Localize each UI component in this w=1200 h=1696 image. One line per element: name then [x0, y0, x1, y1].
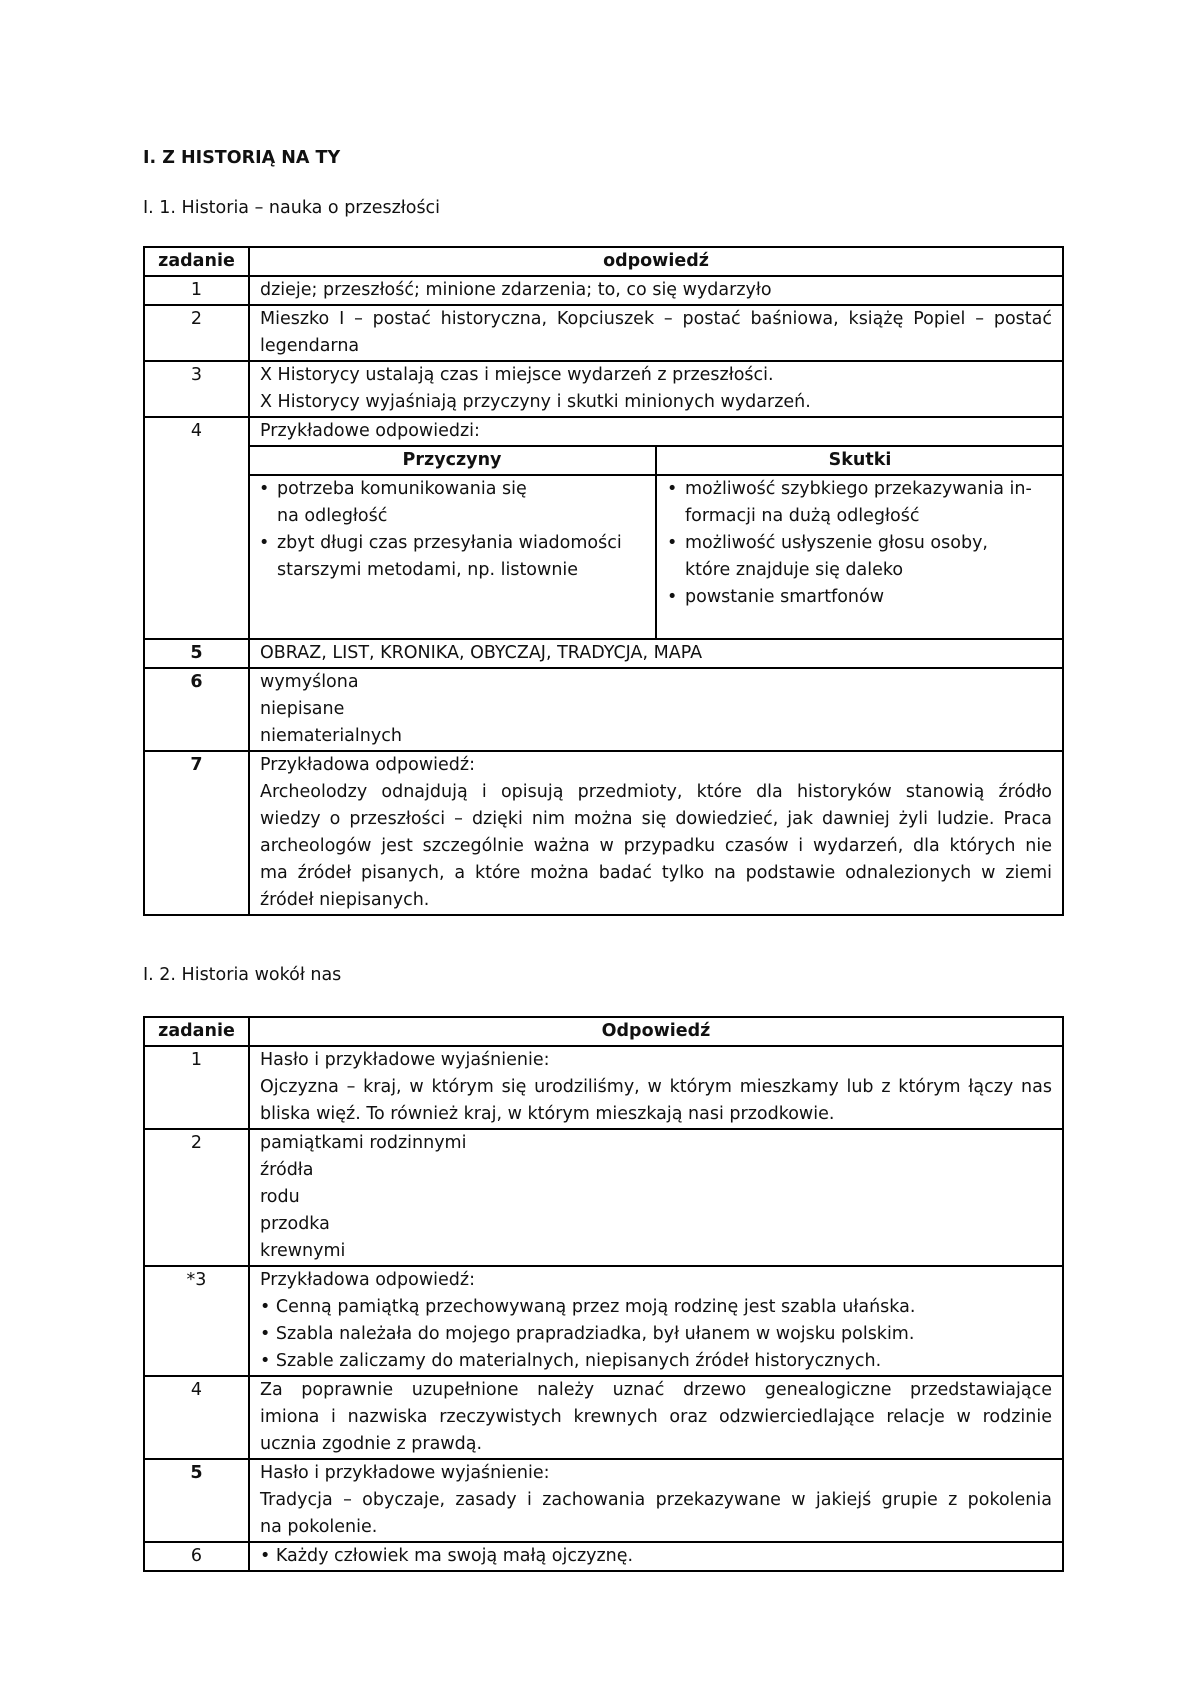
- answer-line: niematerialnych: [260, 726, 402, 746]
- answer-line: Tradycja – obyczaje, zasady i zachowania przekazywane w jakiejś grupie z pokolenia: [260, 1490, 1052, 1510]
- effect-item-cont: formacji na dużą odległość: [685, 506, 920, 526]
- table-row: [144, 668, 1063, 751]
- answers-table-1: [143, 246, 1064, 916]
- answer-line: Hasło i przykładowe wyjaśnienie:: [260, 1050, 550, 1070]
- effect-item: • możliwość usłyszenie głosu osoby,: [667, 530, 1053, 557]
- task-number: 2: [144, 305, 249, 361]
- answer-line: Hasło i przykładowe wyjaśnienie:: [260, 1463, 550, 1483]
- task-number: 6: [144, 1542, 249, 1571]
- header-answer: Odpowiedź: [249, 1017, 1063, 1046]
- answer-cell: [249, 639, 1063, 668]
- answer-cell: [249, 1046, 1063, 1129]
- task-number: 4: [144, 417, 249, 639]
- table-row: [144, 1459, 1063, 1542]
- answer-line: • Cenną pamiątką przechowywaną przez moją rodzinę jest szabla ułańska.: [260, 1297, 916, 1317]
- answers-table-2: [143, 1016, 1064, 1572]
- answer-cell: [249, 276, 1063, 305]
- effect-item: • powstanie smartfonów: [667, 584, 1053, 611]
- answer-line: legendarna: [260, 336, 360, 356]
- answer-line: ma źródeł pisanych, a które można badać tylko na podstawie odnalezionych w ziemi: [260, 863, 1052, 883]
- task-number: 7: [144, 751, 249, 915]
- task-number: 6: [144, 668, 249, 751]
- answer-line: Archeolodzy odnajdują i opisują przedmioty, które dla historyków stanowią źródło: [260, 782, 1052, 802]
- task-number: 2: [144, 1129, 249, 1266]
- cause-item: • potrzeba komunikowania się: [259, 476, 645, 503]
- causes-effects-table: [249, 445, 1063, 638]
- cause-item-cont: na odległość: [277, 506, 388, 526]
- answer-line: archeologów jest szczególnie ważna w przypadku czasów i wydarzeń, dla których nie: [260, 836, 1052, 856]
- answer-line: dzieje; przeszłość; minione zdarzenia; to, co się wydarzyło: [260, 280, 772, 300]
- effect-item-cont: które znajduje się daleko: [685, 560, 904, 580]
- section-title-2: I. 2. Historia wokół nas: [143, 965, 342, 985]
- task-number: 4: [144, 1376, 249, 1459]
- table-row: [144, 1542, 1063, 1571]
- table-row: [144, 1376, 1063, 1459]
- causes-list: [249, 475, 656, 638]
- answer-cell: [249, 305, 1063, 361]
- answer-line: OBRAZ, LIST, KRONIKA, OBYCZAJ, TRADYCJA, MAPA: [260, 643, 703, 663]
- header-answer: odpowiedź: [249, 247, 1063, 276]
- answer-cell: [249, 1129, 1063, 1266]
- answer-line: ucznia zgodnie z prawdą.: [260, 1434, 483, 1454]
- effects-header: Skutki: [656, 446, 1063, 475]
- answer-line: Przykładowa odpowiedź:: [260, 1270, 475, 1290]
- cause-item: • zbyt długi czas przesyłania wiadomości: [259, 530, 645, 557]
- table-row: [144, 1129, 1063, 1266]
- answer-line: rodu: [260, 1187, 300, 1207]
- answer-intro: Przykładowe odpowiedzi:: [260, 421, 480, 441]
- chapter-title: I. Z HISTORIĄ NA TY: [143, 148, 341, 168]
- answer-line: niepisane: [260, 699, 345, 719]
- answer-line: Mieszko I – postać historyczna, Kopciuszek – postać baśniowa, książę Popiel – postać: [260, 309, 1052, 329]
- task-number: *3: [144, 1266, 249, 1376]
- task-number: 1: [144, 276, 249, 305]
- answer-cell: [249, 417, 1063, 639]
- answer-line: przodka: [260, 1214, 330, 1234]
- task-number: 3: [144, 361, 249, 417]
- answer-cell: [249, 668, 1063, 751]
- answer-line: Ojczyzna – kraj, w którym się urodziliśmy, w którym mieszkamy lub z którym łączy nas: [260, 1077, 1052, 1097]
- answer-cell: [249, 361, 1063, 417]
- answer-line: bliska więź. To również kraj, w którym mieszkają nasi przodkowie.: [260, 1104, 835, 1124]
- effect-item: • możliwość szybkiego przekazywania in-: [667, 476, 1053, 503]
- task-number: 5: [144, 639, 249, 668]
- table-header-row: [144, 247, 1063, 276]
- answer-line: imiona i nazwiska rzeczywistych krewnych oraz odzwierciedlające relacje w rodzinie: [260, 1407, 1052, 1427]
- answer-line: wymyślona: [260, 672, 359, 692]
- table-row: [144, 276, 1063, 305]
- answer-line: pamiątkami rodzinnymi: [260, 1133, 467, 1153]
- header-task: zadanie: [144, 247, 249, 276]
- table-row: [144, 1266, 1063, 1376]
- answer-line: wiedzy o przeszłości – dzięki nim można się dowiedzieć, jak dawniej żyli ludzie. Praca: [260, 809, 1052, 829]
- answer-cell: [249, 1266, 1063, 1376]
- table-row: [144, 417, 1063, 639]
- table-row: [144, 751, 1063, 915]
- answer-cell: [249, 1376, 1063, 1459]
- answer-line: na pokolenie.: [260, 1517, 378, 1537]
- task-number: 1: [144, 1046, 249, 1129]
- table-row: [144, 1046, 1063, 1129]
- table-row: [144, 305, 1063, 361]
- answer-cell: [249, 751, 1063, 915]
- cause-item-cont: starszymi metodami, np. listownie: [277, 560, 579, 580]
- answer-line: X Historycy ustalają czas i miejsce wydarzeń z przeszłości.: [260, 365, 774, 385]
- answer-cell: [249, 1459, 1063, 1542]
- answer-line: Za poprawnie uzupełnione należy uznać drzewo genealogiczne przedstawiające: [260, 1380, 1052, 1400]
- answer-line: źródeł niepisanych.: [260, 890, 430, 910]
- answer-line: • Każdy człowiek ma swoją małą ojczyznę.: [260, 1546, 634, 1566]
- answer-line: źródła: [260, 1160, 314, 1180]
- answer-cell: [249, 1542, 1063, 1571]
- answer-line: • Szabla należała do mojego prapradziadka, był ułanem w wojsku polskim.: [260, 1324, 915, 1344]
- header-task: zadanie: [144, 1017, 249, 1046]
- table-row: [144, 361, 1063, 417]
- answer-line: X Historycy wyjaśniają przyczyny i skutki minionych wydarzeń.: [260, 392, 811, 412]
- effects-list: [656, 475, 1063, 638]
- answer-line: krewnymi: [260, 1241, 346, 1261]
- table-header-row: [144, 1017, 1063, 1046]
- table-row: [144, 639, 1063, 668]
- section-title-1: I. 1. Historia – nauka o przeszłości: [143, 198, 441, 218]
- task-number: 5: [144, 1459, 249, 1542]
- answer-line: • Szable zaliczamy do materialnych, niepisanych źródeł historycznych.: [260, 1351, 882, 1371]
- causes-header: Przyczyny: [249, 446, 656, 475]
- answer-line: Przykładowa odpowiedź:: [260, 755, 475, 775]
